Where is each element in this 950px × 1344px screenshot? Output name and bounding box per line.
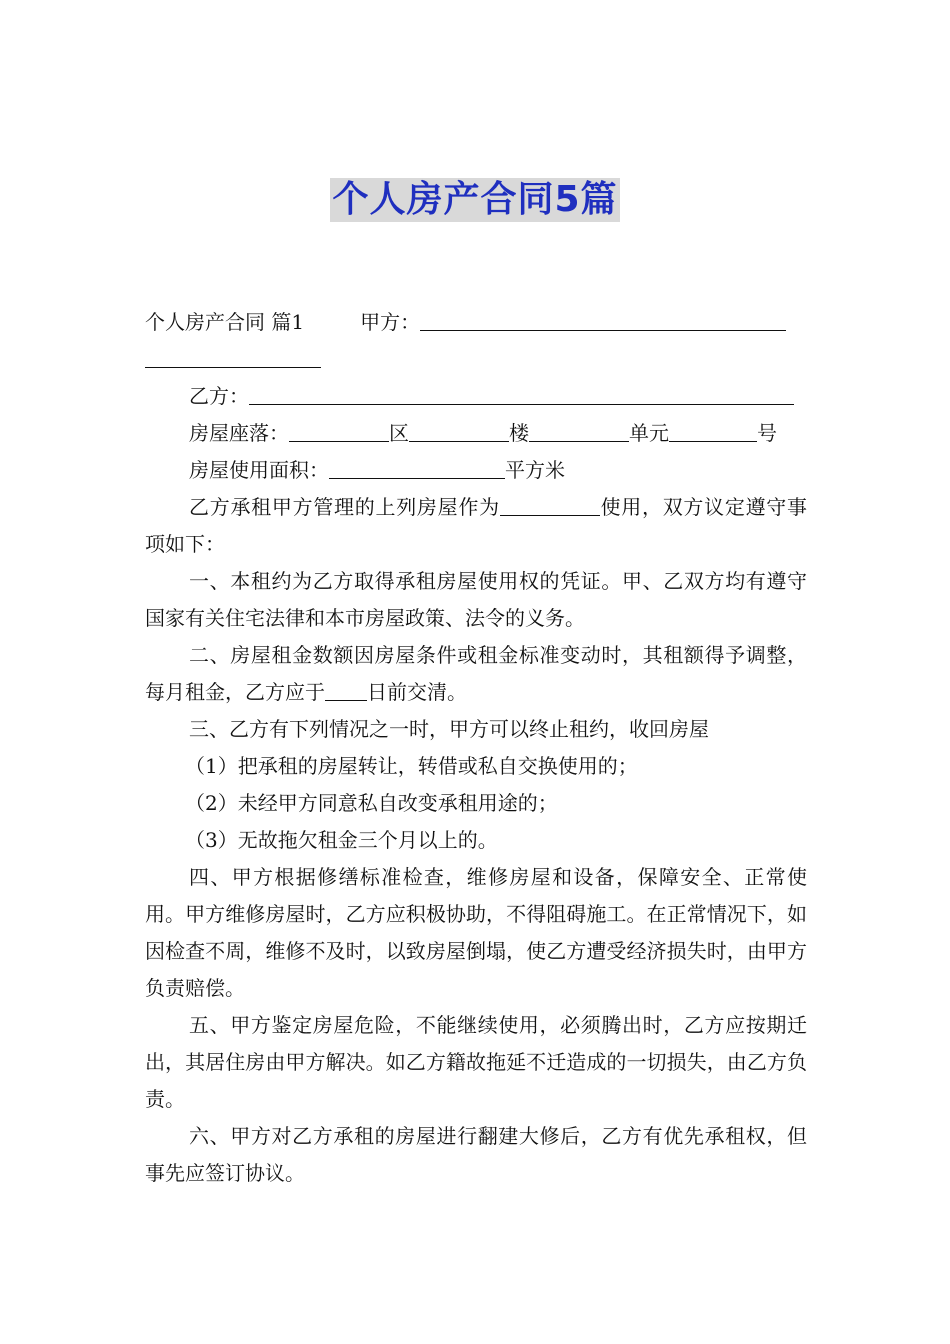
party-a-blank xyxy=(420,304,786,331)
location-line xyxy=(145,415,807,452)
intro-paragraph xyxy=(145,489,807,563)
clause-3-item-2: （2）未经甲方同意私自改变承租用途的； xyxy=(185,791,558,815)
location-label: 房屋座落： xyxy=(189,421,289,445)
party-a-continuation xyxy=(145,341,807,378)
usage-blank xyxy=(500,489,600,516)
area-blank xyxy=(329,452,505,479)
title-container xyxy=(0,178,950,222)
clause-5: 五、甲方鉴定房屋危险，不能继续使用，必须腾出时，乙方应按期迁出，其居住房由甲方解决。如乙方籍故拖延不迁造成的一切损失，由乙方负责。 xyxy=(145,1013,807,1111)
clause-3: 三、乙方有下列情况之一时，甲方可以终止租约，收回房屋 xyxy=(189,717,709,741)
party-a-label: 甲方： xyxy=(360,310,421,334)
area-unit: 平方米 xyxy=(505,458,565,482)
clause-6: 六、甲方对乙方承租的房屋进行翻建大修后，乙方有优先承租权，但事先应签订协议。 xyxy=(145,1124,807,1185)
number-blank xyxy=(669,415,757,442)
party-b-label: 乙方： xyxy=(189,384,249,408)
district-label: 区 xyxy=(389,421,409,445)
unit-blank xyxy=(529,415,629,442)
clause-3-item-3: （3）无故拖欠租金三个月以上的。 xyxy=(185,828,498,852)
document-title: 个人房产合同5篇 xyxy=(332,179,618,220)
party-a-blank-cont xyxy=(145,341,321,368)
clause-1: 一、本租约为乙方取得承租房屋使用权的凭证。甲、乙双方均有遵守国家有关住宅法律和本市房屋政策、法令的义务。 xyxy=(145,569,807,630)
building-blank xyxy=(409,415,509,442)
party-b-blank xyxy=(249,378,794,405)
clause-3-item-1: （1）把承租的房屋转让，转借或私自交换使用的； xyxy=(185,754,638,778)
intro-text-2: 使用，双方议定遵守事项如下： xyxy=(145,495,808,556)
intro-text-1: 乙方承租甲方管理的上列房屋作为 xyxy=(189,495,500,519)
party-b-line xyxy=(145,378,807,415)
clause-4: 四、甲方根据修缮标准检查，维修房屋和设备，保障安全、正常使用。甲方维修房屋时，乙方应积极协助，不得阻碍施工。在正常情况下，如因检查不周，维修不及时，以致房屋倒塌，使乙方遭受经济损失时，由甲方负责赔偿。 xyxy=(145,865,807,1000)
area-line xyxy=(145,452,807,489)
header-line xyxy=(145,304,807,341)
clause-2-text-2: 日前交清。 xyxy=(367,680,467,704)
area-label: 房屋使用面积： xyxy=(189,458,329,482)
number-label: 号 xyxy=(757,421,777,445)
clause-2 xyxy=(145,637,807,711)
clause-2-text-1: 二、房屋租金数额因房屋条件或租金标准变动时，其租额得予调整，每月租金，乙方应于 xyxy=(145,643,807,704)
district-blank xyxy=(289,415,389,442)
section-heading: 个人房产合同 篇1 xyxy=(145,310,305,334)
document-body xyxy=(145,304,807,1192)
unit-label: 单元 xyxy=(629,421,669,445)
rent-day-blank xyxy=(325,674,367,701)
building-label: 楼 xyxy=(509,421,529,445)
